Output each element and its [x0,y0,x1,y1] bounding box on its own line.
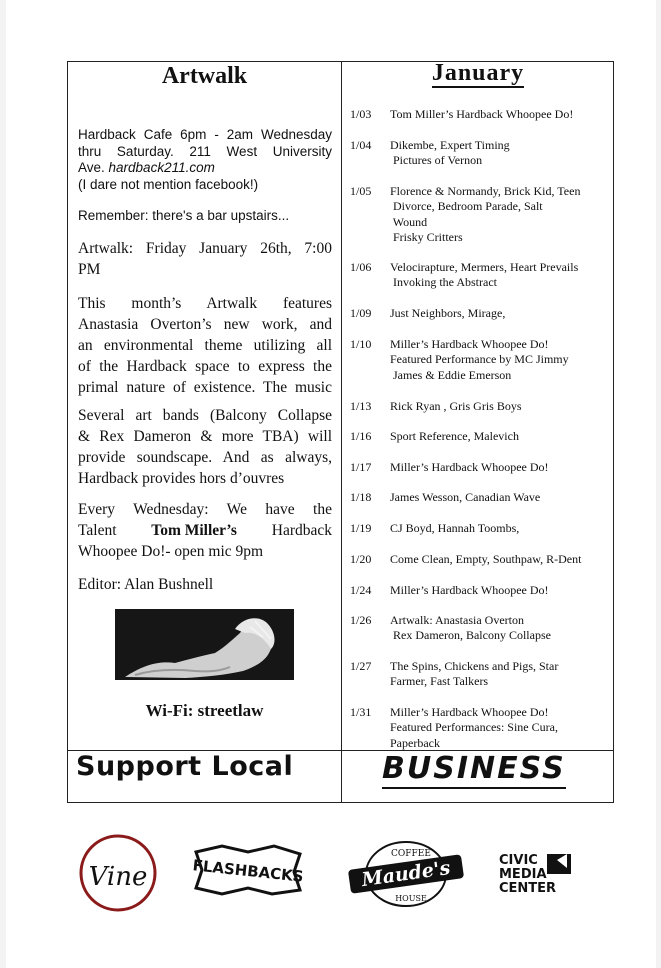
event-line: Wound [390,214,428,229]
event-description [390,399,612,414]
feature-line: an environmental theme utilizing all [78,337,332,354]
maudes-logo-main-text: Maude's [360,856,452,892]
flashbacks-logo [192,842,304,898]
event-date: 1/20 [350,552,372,566]
bands-line: Several art bands (Balcony Collapse [78,407,332,424]
event-date: 1/27 [350,659,372,673]
bar-note: Remember: there's a bar upstairs... [78,208,290,223]
civic-logo-line: CENTER [499,881,557,896]
event-line: James Wesson, Canadian Wave [390,490,541,504]
event-date: 1/10 [350,337,372,351]
event-line: Miller’s Hardback Whoopee Do! [390,705,549,719]
cafe-note: (I dare not mention facebook!) [78,176,259,192]
support-local-banner: Support Local [76,751,294,782]
event-line: Rex Dameron, Balcony Collapse [390,628,551,643]
feature-line: of the Hardback space to express the [78,358,332,375]
wednesday-line: Whoopee Do!- open mic 9pm [78,543,264,560]
january-heading [342,60,614,88]
maudes-logo-graphic [345,838,467,910]
artwalk-heading: Artwalk [161,63,248,89]
event-description [390,337,612,383]
event-line: Florence & Normandy, Brick Kid, Teen [390,184,581,198]
event-date: 1/18 [350,490,372,504]
event-date: 1/26 [350,613,372,627]
event-line: Invoking the Abstract [390,275,497,290]
reclining-figure-image [115,609,294,680]
event-description [390,184,612,246]
maudes-logo-bottom-text: HOUSE [395,894,427,903]
event-line: Rick Ryan , Gris Gris Boys [390,399,522,413]
tom-miller-name: Tom Miller’s [151,522,237,539]
event-line: Come Clean, Empty, Southpaw, R-Dent [390,552,582,566]
event-line: Velocirapture, Mermers, Heart Prevails [390,260,579,274]
cafe-address-suffix: Ave. [78,160,109,175]
event-line: Just Neighbors, Mirage, [390,306,506,320]
cafe-info-line: thru Saturday. 211 West University [78,143,332,159]
feature-line: primal nature of existence. The music [78,379,332,396]
event-line: Tom Miller’s Hardback Whoopee Do! [390,107,574,121]
business-banner-text: BUSINESS [382,751,566,789]
event-description [390,460,612,475]
civic-logo-line: MEDIA [499,867,547,882]
event-description [390,306,612,321]
event-description [390,659,612,690]
event-date: 1/13 [350,399,372,413]
vine-logo-graphic [78,833,158,913]
event-description [390,613,612,644]
cafe-info-line: Hardback Cafe 6pm - 2am Wednesday [78,127,332,142]
event-line: Miller’s Hardback Whoopee Do! [390,337,549,351]
column-divider [341,61,342,803]
event-date: 1/05 [350,184,372,198]
bands-line: & Rex Dameron & more TBA) will [78,428,332,445]
event-description [390,107,612,122]
event-date: 1/16 [350,429,372,443]
feature-paragraph [78,293,332,398]
cafe-info-line [78,160,332,177]
civic-media-center-logo [497,850,575,896]
event-date: 1/24 [350,583,372,597]
bands-line: provide soundscape. And as always, [78,449,332,466]
event-line: James & Eddie Emerson [390,367,512,382]
vine-logo-text: Vine [88,862,148,892]
wednesday-line [78,520,332,541]
feature-line: Anastasia Overton’s new work, and [78,316,332,333]
event-line: Miller’s Hardback Whoopee Do! [390,583,549,597]
event-line: CJ Boyd, Hannah Toombs, [390,521,520,535]
event-date: 1/19 [350,521,372,535]
flashbacks-logo-text: FLASHBACKS [192,856,304,886]
artwork-photo [115,609,294,680]
event-date: 1/09 [350,306,372,320]
event-date: 1/04 [350,138,372,152]
event-description [390,705,612,751]
wednesday-hardback-word: Hardback [271,522,332,539]
event-date: 1/31 [350,705,372,719]
civic-media-center-logo-graphic [497,850,575,896]
cafe-info [78,127,332,193]
event-line: Sport Reference, Malevich [390,429,519,443]
event-description [390,552,612,567]
event-line: Pictures of Vernon [390,153,483,168]
bands-paragraph [78,405,332,489]
event-description [390,429,612,444]
event-line: Miller’s Hardback Whoopee Do! [390,460,549,474]
event-description [390,521,612,536]
event-line: Divorce, Bedroom Parade, Salt [390,199,543,214]
event-description [390,138,612,169]
artwalk-date-line: Artwalk: Friday January 26th, 7:00 [78,240,332,257]
business-banner [382,751,566,789]
event-date: 1/03 [350,107,372,121]
wednesday-talent-word: Talent [78,522,117,539]
event-date: 1/17 [350,460,372,474]
event-line: Dikembe, Expert Timing [390,138,510,152]
wednesday-line: Every Wednesday: We have the [78,501,332,518]
event-line: Farmer, Fast Talkers [390,674,489,689]
cafe-url-link[interactable]: hardback211.com [108,160,215,175]
bands-line: Hardback provides hors d’ouvres [78,470,285,487]
feature-line: This month’s Artwalk features [78,295,332,312]
january-heading-text: January [431,60,525,86]
wifi-info: Wi-Fi: streetlaw [145,701,264,720]
flashbacks-logo-graphic [192,842,304,898]
artwalk-date-line: PM [78,261,101,278]
maudes-logo-top-text: COFFEE [391,849,431,859]
vine-logo [78,833,158,913]
event-date: 1/06 [350,260,372,274]
event-line: The Spins, Chickens and Pigs, Star [390,659,559,673]
editor-credit: Editor: Alan Bushnell [78,576,214,593]
event-description [390,490,612,505]
event-line: Featured Performances: Sine Cura, [390,720,558,735]
event-line: Featured Performance by MC Jimmy [390,352,569,367]
wednesday-paragraph [78,499,332,562]
event-line: Frisky Critters [390,230,463,245]
event-line: Artwalk: Anastasia Overton [390,613,524,627]
civic-logo-line: CIVIC [499,853,538,868]
artwalk-date [78,238,332,280]
event-description [390,583,612,598]
event-description [390,260,612,291]
maudes-logo [345,838,467,910]
event-line: Paperback [390,735,440,750]
